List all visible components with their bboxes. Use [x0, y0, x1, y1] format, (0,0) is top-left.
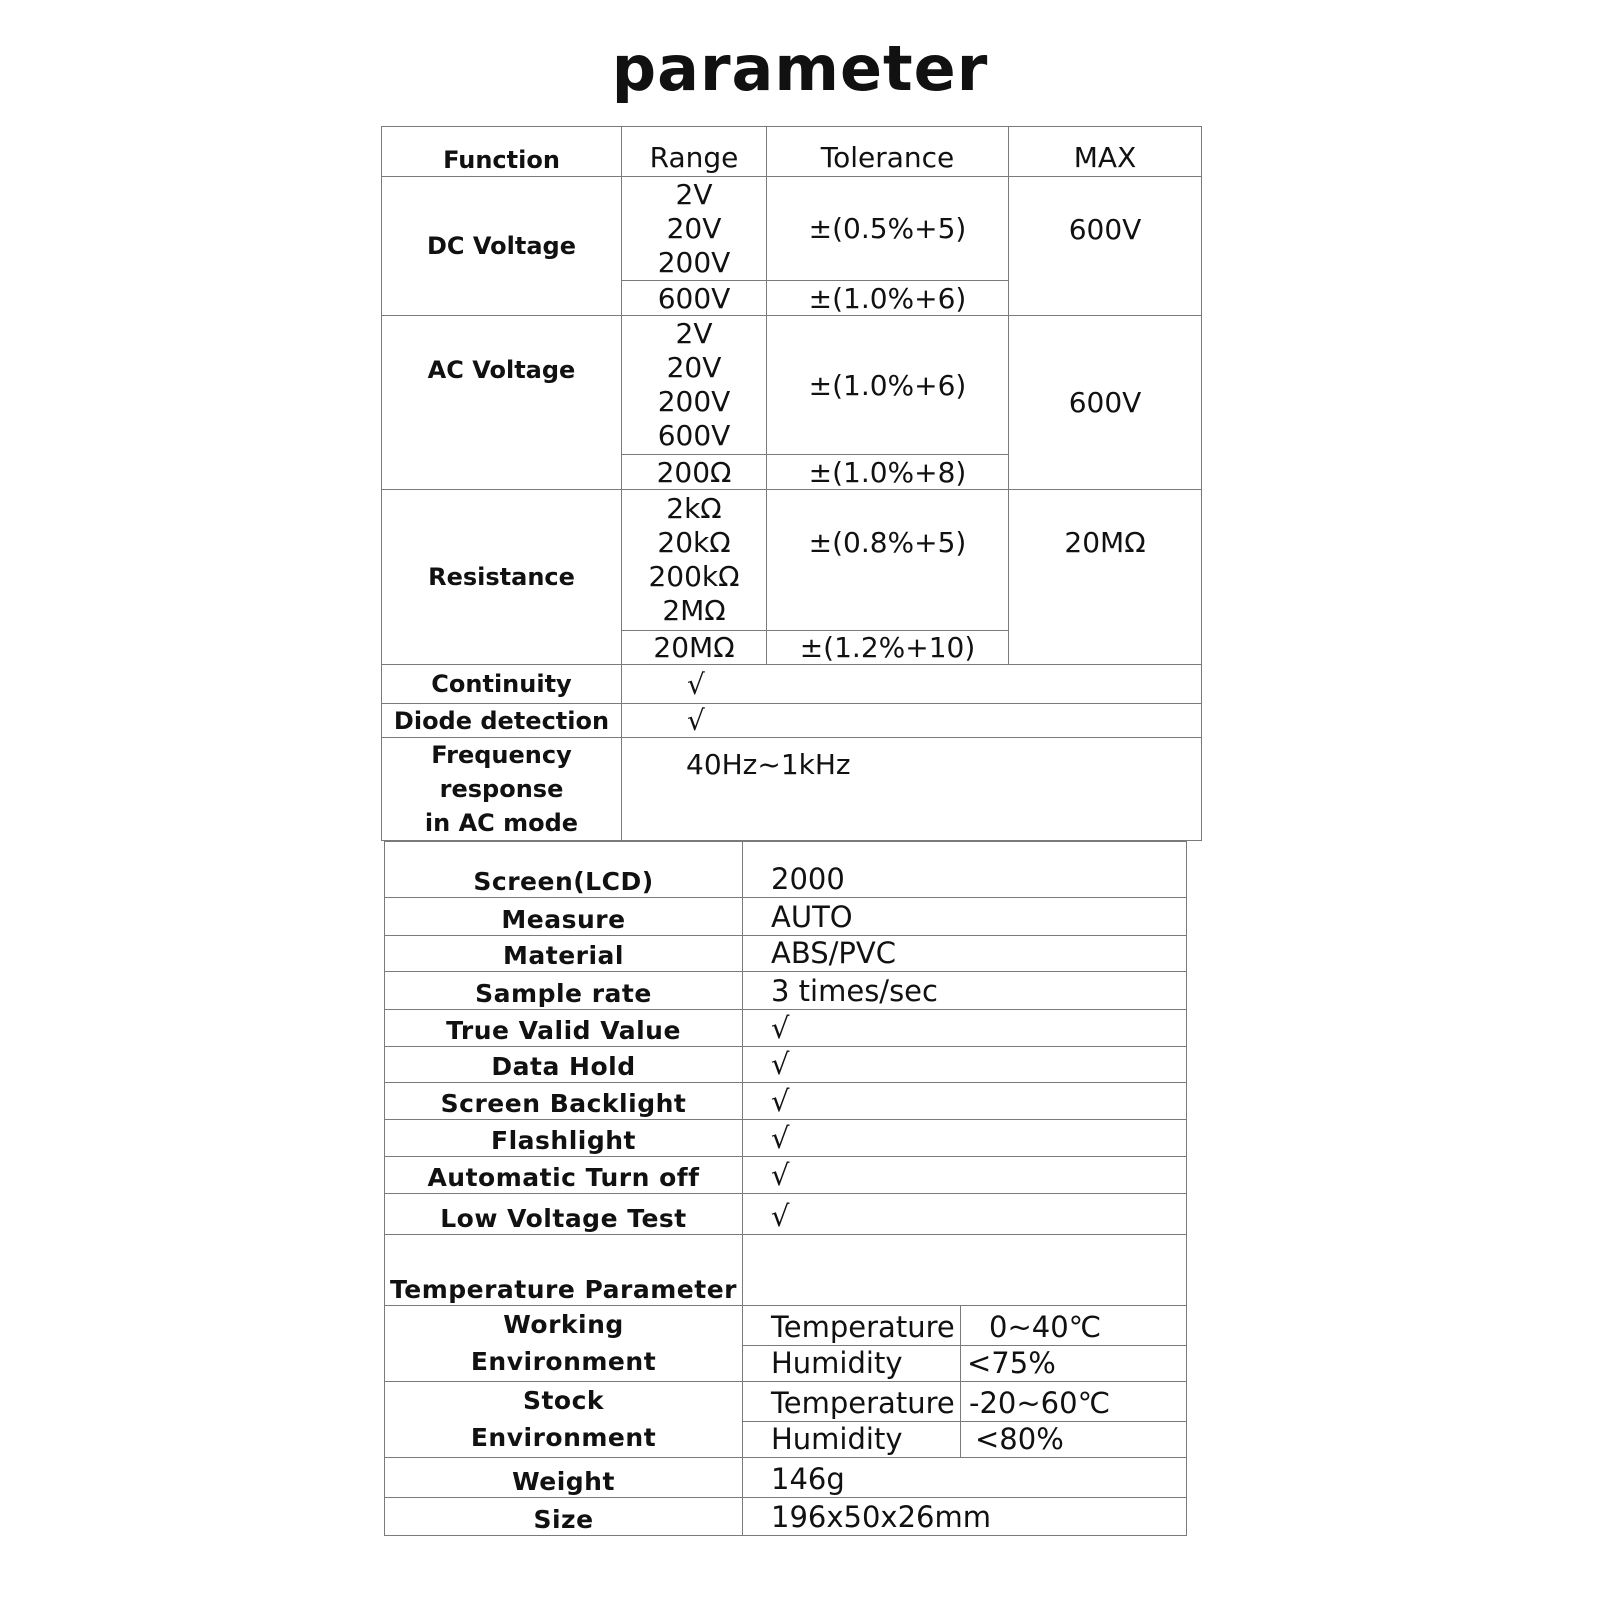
row-label: Data Hold [385, 1047, 743, 1083]
table-row [385, 936, 1187, 972]
diode-check: √ [622, 704, 1202, 738]
ac-voltage-label: AC Voltage [382, 316, 622, 490]
size-value: 196x50x26mm [743, 1498, 1187, 1536]
row-value: AUTO [743, 898, 1187, 936]
row-label: True Valid Value [385, 1010, 743, 1047]
page-title: parameter [611, 32, 989, 105]
range-value: 200Ω [622, 455, 767, 490]
working-temp-label: Temperature [743, 1306, 961, 1346]
row-label: Low Voltage Test [385, 1194, 743, 1235]
table-row [385, 1157, 1187, 1194]
size-row [385, 1498, 1187, 1536]
range-value: 600V [622, 281, 767, 316]
range-value: 2MΩ [662, 594, 726, 627]
resistance-ranges [622, 490, 767, 631]
dc-voltage-ranges [622, 177, 767, 281]
range-value: 20kΩ [657, 526, 731, 559]
range-value: 200kΩ [648, 560, 740, 593]
check-mark: √ [743, 1194, 1187, 1235]
specification-table [381, 126, 1202, 841]
continuity-label: Continuity [382, 665, 622, 704]
header-max: MAX [1009, 127, 1202, 177]
range-value: 2V [675, 317, 713, 350]
stock-humidity-value: <80% [961, 1422, 1187, 1458]
frequency-row [382, 738, 1202, 841]
empty-cell [743, 1235, 1187, 1306]
header-tolerance: Tolerance [767, 127, 1009, 177]
table-row [385, 1194, 1187, 1235]
stock-temp-value: -20~60℃ [961, 1382, 1187, 1422]
dc-voltage-label: DC Voltage [382, 177, 622, 316]
table-row [385, 898, 1187, 936]
range-value: 20V [666, 351, 722, 384]
temperature-parameter-label: Temperature Parameter [385, 1235, 743, 1306]
range-value: 200V [657, 245, 731, 279]
working-humidity-value: <75% [961, 1346, 1187, 1382]
table-row [385, 1010, 1187, 1047]
row-label: Flashlight [385, 1120, 743, 1157]
check-mark: √ [743, 1047, 1187, 1083]
row-label: Material [385, 936, 743, 972]
frequency-label [382, 738, 622, 841]
table-row [385, 842, 1187, 898]
continuity-row [382, 665, 1202, 704]
weight-value: 146g [743, 1458, 1187, 1498]
weight-row [385, 1458, 1187, 1498]
working-env-label-line: Environment [470, 1347, 657, 1376]
range-value: 20MΩ [622, 631, 767, 665]
dc-voltage-tolerance: ±(0.5%+5) [767, 177, 1009, 281]
diode-row [382, 704, 1202, 738]
dc-voltage-max: 600V [1009, 177, 1202, 316]
header-range: Range [622, 127, 767, 177]
tolerance-value: ±(1.0%+8) [767, 455, 1009, 490]
row-label: Measure [385, 898, 743, 936]
range-value: 200V [657, 385, 731, 418]
row-label: Screen(LCD) [385, 842, 743, 898]
weight-label: Weight [385, 1458, 743, 1498]
check-mark: √ [743, 1083, 1187, 1120]
resistance-row [382, 490, 1202, 631]
working-env-label-line: Working [503, 1310, 624, 1339]
size-label: Size [385, 1498, 743, 1536]
header-function: Function [382, 127, 622, 177]
temperature-parameter-row [385, 1235, 1187, 1306]
row-label: Sample rate [385, 972, 743, 1010]
general-table [384, 841, 1187, 1536]
ac-voltage-max: 600V [1009, 316, 1202, 490]
row-label: Screen Backlight [385, 1083, 743, 1120]
resistance-label: Resistance [382, 490, 622, 665]
range-value: 2kΩ [666, 492, 722, 525]
continuity-check: √ [622, 665, 1202, 704]
frequency-label-line: Frequency response [431, 741, 572, 803]
table-row [385, 1083, 1187, 1120]
row-value: 3 times/sec [743, 972, 1187, 1010]
diode-label: Diode detection [382, 704, 622, 738]
frequency-label-line: in AC mode [424, 809, 579, 837]
check-mark: √ [743, 1010, 1187, 1047]
dc-voltage-row [382, 177, 1202, 281]
tolerance-value: ±(1.0%+6) [767, 281, 1009, 316]
spec-header-row [382, 127, 1202, 177]
working-temp-value: 0~40℃ [961, 1306, 1187, 1346]
stock-env-label [385, 1382, 743, 1458]
check-mark: √ [743, 1120, 1187, 1157]
ac-voltage-row [382, 316, 1202, 455]
resistance-tolerance: ±(0.8%+5) [767, 490, 1009, 631]
table-row [385, 1047, 1187, 1083]
table-row [385, 972, 1187, 1010]
stock-env-label-line: Stock [522, 1386, 605, 1415]
working-env-label [385, 1306, 743, 1382]
row-value: 2000 [743, 842, 1187, 898]
range-value: 20V [666, 211, 722, 245]
frequency-value: 40Hz~1kHz [622, 738, 1202, 841]
tolerance-value: ±(1.2%+10) [767, 631, 1009, 665]
range-value: 2V [675, 177, 713, 211]
row-label: Automatic Turn off [385, 1157, 743, 1194]
resistance-max: 20MΩ [1009, 490, 1202, 665]
check-mark: √ [743, 1157, 1187, 1194]
ac-voltage-ranges [622, 316, 767, 455]
stock-env-label-line: Environment [470, 1423, 657, 1452]
ac-voltage-tolerance: ±(1.0%+6) [767, 316, 1009, 455]
working-env-row [385, 1306, 1187, 1346]
working-humidity-label: Humidity [743, 1346, 961, 1382]
range-value: 600V [657, 419, 731, 452]
table-row [385, 1120, 1187, 1157]
row-value: ABS/PVC [743, 936, 1187, 972]
stock-env-row [385, 1382, 1187, 1422]
stock-temp-label: Temperature [743, 1382, 961, 1422]
stock-humidity-label: Humidity [743, 1422, 961, 1458]
